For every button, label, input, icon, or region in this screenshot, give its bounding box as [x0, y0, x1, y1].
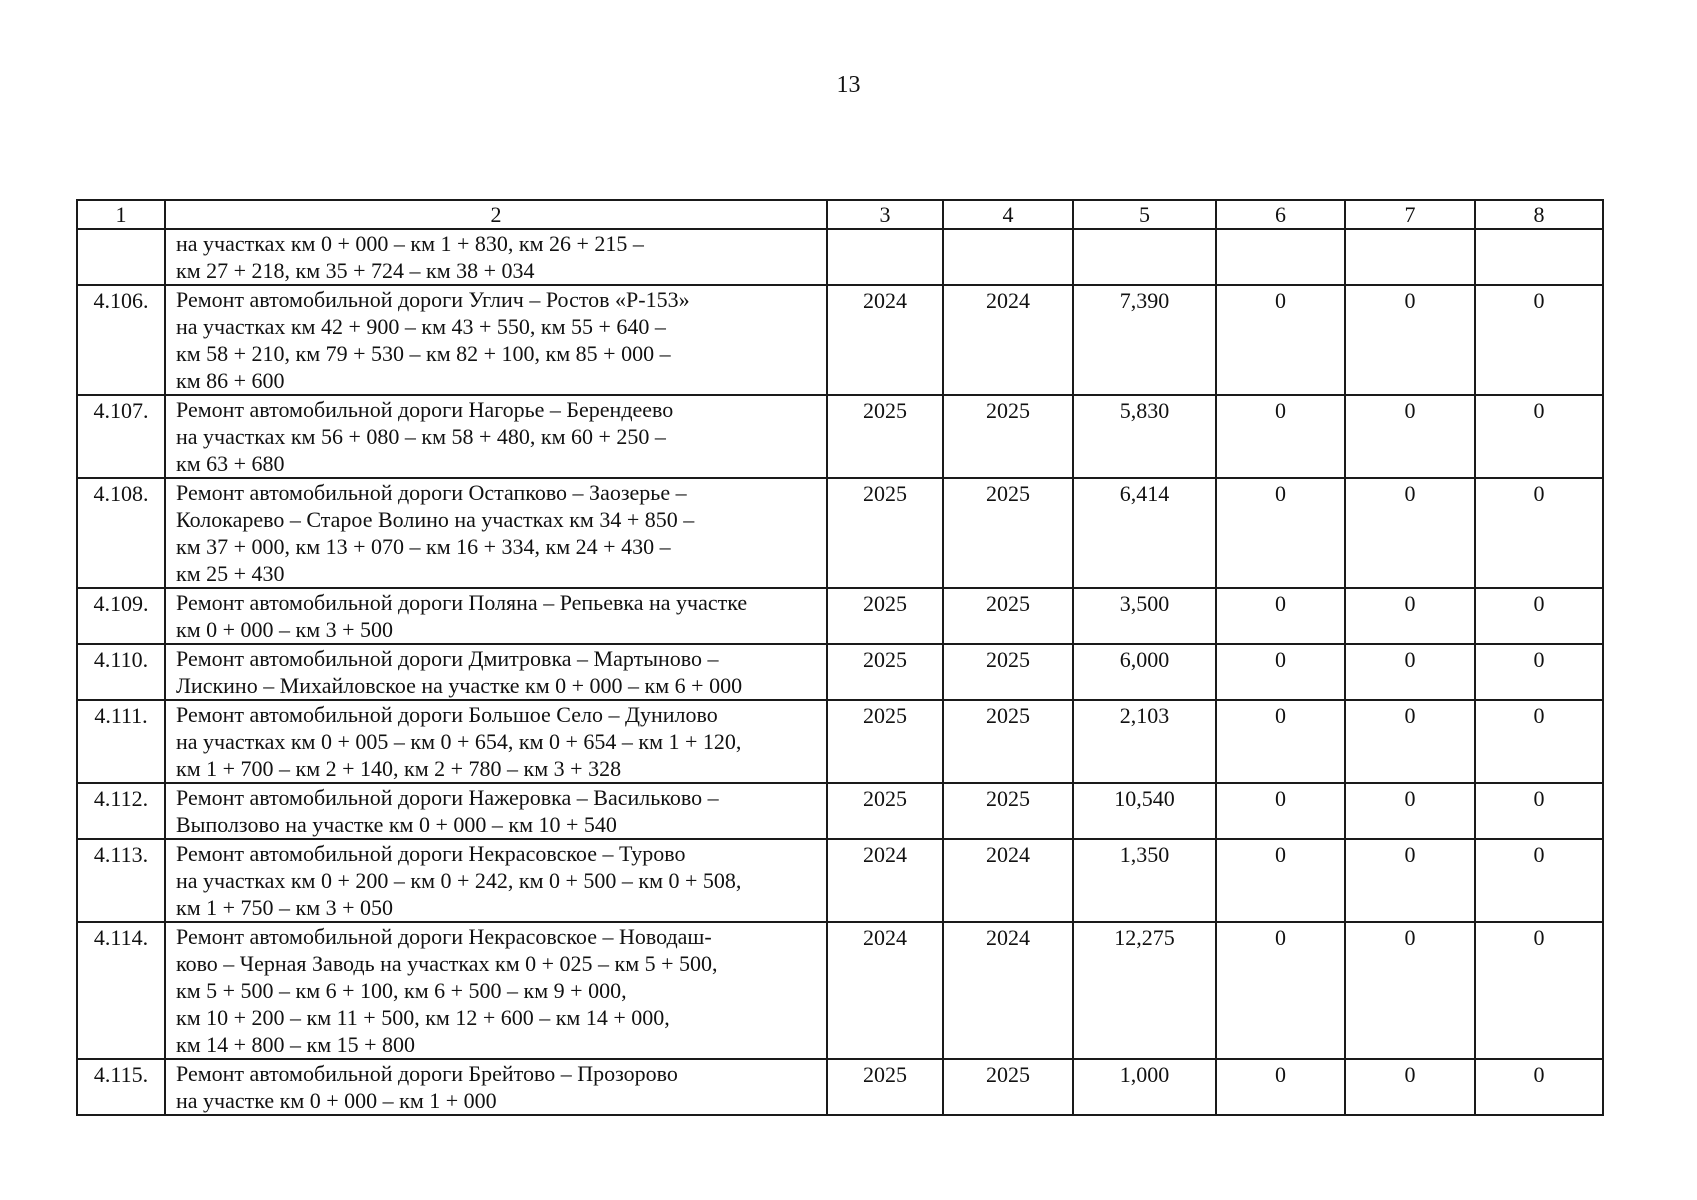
- length-cell: 1,000: [1073, 1059, 1216, 1115]
- column-header: 5: [1073, 200, 1216, 229]
- value-cell-8: 0: [1475, 700, 1603, 783]
- table-row: [77, 229, 1603, 285]
- description-line: Лискино – Михайловское на участке км 0 + 000 – км 6 + 000: [176, 673, 743, 698]
- row-description: [165, 229, 827, 285]
- table-row: [77, 285, 1603, 395]
- table-row: [77, 478, 1603, 588]
- length-cell: 2,103: [1073, 700, 1216, 783]
- value-cell-6: 0: [1216, 644, 1345, 700]
- value-cell-8: [1475, 229, 1603, 285]
- value-cell-6: 0: [1216, 1059, 1345, 1115]
- description-line: Ремонт автомобильной дороги Некрасовское – Турово: [176, 841, 686, 866]
- value-cell-7: 0: [1345, 588, 1475, 644]
- description-line: Ремонт автомобильной дороги Нагорье – Берендеево: [176, 397, 674, 422]
- column-header: 4: [943, 200, 1073, 229]
- description-line: км 0 + 000 – км 3 + 500: [176, 617, 394, 642]
- start-year-cell: 2025: [827, 700, 943, 783]
- data-table: [76, 199, 1604, 1116]
- end-year-cell: 2025: [943, 588, 1073, 644]
- end-year-cell: 2024: [943, 285, 1073, 395]
- description-line: на участках км 0 + 000 – км 1 + 830, км 26 + 215 –: [176, 231, 644, 256]
- value-cell-7: 0: [1345, 395, 1475, 478]
- description-line: Ремонт автомобильной дороги Поляна – Репьевка на участке: [176, 590, 748, 615]
- end-year-cell: 2024: [943, 922, 1073, 1059]
- row-number: 4.110.: [77, 644, 165, 700]
- row-description: [165, 1059, 827, 1115]
- row-number: 4.115.: [77, 1059, 165, 1115]
- value-cell-7: 0: [1345, 700, 1475, 783]
- length-cell: 6,000: [1073, 644, 1216, 700]
- length-cell: 3,500: [1073, 588, 1216, 644]
- end-year-cell: 2025: [943, 644, 1073, 700]
- description-line: на участке км 0 + 000 – км 1 + 000: [176, 1088, 497, 1113]
- row-number: 4.109.: [77, 588, 165, 644]
- value-cell-6: 0: [1216, 839, 1345, 922]
- description-line: км 86 + 600: [176, 368, 285, 393]
- value-cell-8: 0: [1475, 783, 1603, 839]
- description-line: на участках км 56 + 080 – км 58 + 480, км 60 + 250 –: [176, 424, 666, 449]
- row-number: 4.106.: [77, 285, 165, 395]
- end-year-cell: [943, 229, 1073, 285]
- value-cell-8: 0: [1475, 395, 1603, 478]
- start-year-cell: 2025: [827, 478, 943, 588]
- table-row: [77, 700, 1603, 783]
- description-line: Ремонт автомобильной дороги Углич – Ростов «Р-153»: [176, 287, 690, 312]
- row-number: 4.107.: [77, 395, 165, 478]
- description-line: км 63 + 680: [176, 451, 285, 476]
- description-line: Ремонт автомобильной дороги Брейтово – Прозорово: [176, 1061, 678, 1086]
- row-description: [165, 700, 827, 783]
- description-line: Колокарево – Старое Волино на участках км 34 + 850 –: [176, 507, 695, 532]
- value-cell-8: 0: [1475, 1059, 1603, 1115]
- row-description: [165, 644, 827, 700]
- value-cell-6: [1216, 229, 1345, 285]
- table-row: [77, 644, 1603, 700]
- row-description: [165, 285, 827, 395]
- start-year-cell: 2024: [827, 285, 943, 395]
- description-line: км 25 + 430: [176, 561, 285, 586]
- description-line: Ремонт автомобильной дороги Дмитровка – Мартыново –: [176, 646, 719, 671]
- row-description: [165, 395, 827, 478]
- description-line: км 1 + 750 – км 3 + 050: [176, 895, 394, 920]
- column-header: 7: [1345, 200, 1475, 229]
- end-year-cell: 2025: [943, 700, 1073, 783]
- description-line: км 14 + 800 – км 15 + 800: [176, 1032, 416, 1057]
- value-cell-8: 0: [1475, 478, 1603, 588]
- start-year-cell: 2025: [827, 644, 943, 700]
- table-row: [77, 1059, 1603, 1115]
- value-cell-6: 0: [1216, 478, 1345, 588]
- row-number: 4.111.: [77, 700, 165, 783]
- value-cell-7: 0: [1345, 644, 1475, 700]
- value-cell-8: 0: [1475, 285, 1603, 395]
- description-line: км 58 + 210, км 79 + 530 – км 82 + 100, км 85 + 000 –: [176, 341, 671, 366]
- page-number: 13: [836, 72, 861, 98]
- description-line: на участках км 0 + 200 – км 0 + 242, км 0 + 500 – км 0 + 508,: [176, 868, 742, 893]
- start-year-cell: 2025: [827, 588, 943, 644]
- description-line: км 37 + 000, км 13 + 070 – км 16 + 334, км 24 + 430 –: [176, 534, 671, 559]
- start-year-cell: 2024: [827, 922, 943, 1059]
- column-header: 8: [1475, 200, 1603, 229]
- value-cell-7: 0: [1345, 285, 1475, 395]
- value-cell-6: 0: [1216, 285, 1345, 395]
- value-cell-8: 0: [1475, 588, 1603, 644]
- value-cell-7: 0: [1345, 922, 1475, 1059]
- value-cell-6: 0: [1216, 783, 1345, 839]
- column-header: 2: [165, 200, 827, 229]
- description-line: км 27 + 218, км 35 + 724 – км 38 + 034: [176, 258, 535, 283]
- value-cell-6: 0: [1216, 588, 1345, 644]
- end-year-cell: 2025: [943, 395, 1073, 478]
- row-number: 4.108.: [77, 478, 165, 588]
- row-description: [165, 839, 827, 922]
- start-year-cell: 2025: [827, 783, 943, 839]
- end-year-cell: 2024: [943, 839, 1073, 922]
- description-line: Ремонт автомобильной дороги Большое Село – Дунилово: [176, 702, 718, 727]
- start-year-cell: 2025: [827, 1059, 943, 1115]
- value-cell-7: 0: [1345, 478, 1475, 588]
- description-line: Ремонт автомобильной дороги Остапково – Заозерье –: [176, 480, 687, 505]
- value-cell-6: 0: [1216, 922, 1345, 1059]
- description-line: Выползово на участке км 0 + 000 – км 10 + 540: [176, 812, 617, 837]
- row-description: [165, 588, 827, 644]
- length-cell: 12,275: [1073, 922, 1216, 1059]
- description-line: км 1 + 700 – км 2 + 140, км 2 + 780 – км 3 + 328: [176, 756, 622, 781]
- length-cell: 7,390: [1073, 285, 1216, 395]
- description-line: Ремонт автомобильной дороги Нажеровка – Васильково –: [176, 785, 719, 810]
- row-number: 4.114.: [77, 922, 165, 1059]
- table-row: [77, 922, 1603, 1059]
- start-year-cell: 2025: [827, 395, 943, 478]
- length-cell: 5,830: [1073, 395, 1216, 478]
- length-cell: [1073, 229, 1216, 285]
- column-header: 1: [77, 200, 165, 229]
- column-header: 6: [1216, 200, 1345, 229]
- end-year-cell: 2025: [943, 478, 1073, 588]
- value-cell-7: 0: [1345, 839, 1475, 922]
- table-row: [77, 783, 1603, 839]
- description-line: Ремонт автомобильной дороги Некрасовское – Новодаш-: [176, 924, 712, 949]
- description-line: ково – Черная Заводь на участках км 0 + 025 – км 5 + 500,: [176, 951, 718, 976]
- row-description: [165, 783, 827, 839]
- table-row: [77, 395, 1603, 478]
- length-cell: 6,414: [1073, 478, 1216, 588]
- length-cell: 1,350: [1073, 839, 1216, 922]
- row-number: 4.112.: [77, 783, 165, 839]
- table-row: [77, 839, 1603, 922]
- row-number: 4.113.: [77, 839, 165, 922]
- value-cell-8: 0: [1475, 922, 1603, 1059]
- value-cell-7: 0: [1345, 783, 1475, 839]
- description-line: км 5 + 500 – км 6 + 100, км 6 + 500 – км 9 + 000,: [176, 978, 627, 1003]
- table-row: [77, 588, 1603, 644]
- value-cell-7: 0: [1345, 1059, 1475, 1115]
- value-cell-8: 0: [1475, 839, 1603, 922]
- end-year-cell: 2025: [943, 1059, 1073, 1115]
- start-year-cell: 2024: [827, 839, 943, 922]
- table-body: [77, 229, 1603, 1115]
- value-cell-6: 0: [1216, 395, 1345, 478]
- start-year-cell: [827, 229, 943, 285]
- value-cell-7: [1345, 229, 1475, 285]
- description-line: км 10 + 200 – км 11 + 500, км 12 + 600 – км 14 + 000,: [176, 1005, 670, 1030]
- description-line: на участках км 0 + 005 – км 0 + 654, км 0 + 654 – км 1 + 120,: [176, 729, 742, 754]
- end-year-cell: 2025: [943, 783, 1073, 839]
- length-cell: 10,540: [1073, 783, 1216, 839]
- value-cell-8: 0: [1475, 644, 1603, 700]
- value-cell-6: 0: [1216, 700, 1345, 783]
- table-header-row: [77, 200, 1603, 229]
- row-number: [77, 229, 165, 285]
- row-description: [165, 922, 827, 1059]
- column-header: 3: [827, 200, 943, 229]
- row-description: [165, 478, 827, 588]
- description-line: на участках км 42 + 900 – км 43 + 550, км 55 + 640 –: [176, 314, 666, 339]
